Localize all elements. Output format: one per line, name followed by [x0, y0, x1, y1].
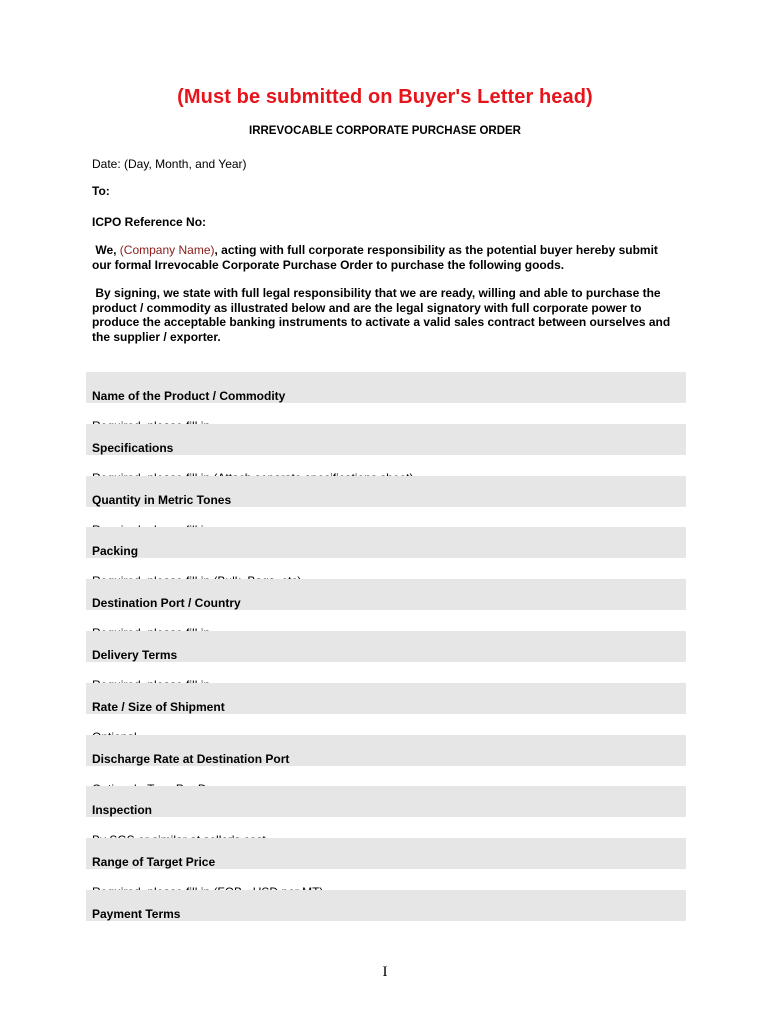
- order-detail-row: [86, 424, 686, 476]
- row-instruction-note: [92, 523, 210, 527]
- row-label: Rate / Size of Shipment: [92, 699, 225, 714]
- row-label: Destination Port / Country: [92, 596, 241, 611]
- row-label: Discharge Rate at Destination Port: [92, 751, 290, 766]
- intro-prefix: We,: [95, 243, 120, 257]
- row-instruction-note: [92, 730, 137, 734]
- date-field: Date: (Day, Month, and Year): [92, 157, 247, 171]
- company-name-placeholder: (Company Name): [119, 243, 215, 257]
- letterhead-notice-title: (Must be submitted on Buyer's Letter head): [177, 86, 593, 108]
- legal-statement-text: By signing, we state with full legal responsibility that we are ready, willing and able to purchase the product / commodity as illustrated below and are the legal signatory with full corporate power to produce the acceptable banking instruments to activate a valid sales contract between ourselves and the supplier / exporter.: [92, 286, 671, 344]
- order-detail-row: [86, 631, 686, 683]
- row-label: Payment Terms: [92, 906, 181, 921]
- row-shading: [86, 527, 686, 558]
- order-detail-row: [86, 838, 686, 890]
- row-instruction-note: [92, 782, 219, 786]
- legal-statement-paragraph: [92, 286, 672, 344]
- document-title: IRREVOCABLE CORPORATE PURCHASE ORDER: [249, 125, 521, 137]
- row-shading: [86, 424, 686, 455]
- row-instruction-note: [92, 626, 210, 630]
- order-detail-row: [86, 786, 686, 838]
- row-shading: [86, 786, 686, 817]
- row-instruction-note: [92, 419, 210, 423]
- row-label: Quantity in Metric Tones: [92, 492, 232, 507]
- order-detail-row: [86, 527, 686, 579]
- order-detail-row: [86, 579, 686, 631]
- intro-paragraph: [92, 243, 672, 272]
- row-label: Packing: [92, 544, 139, 559]
- order-detail-row: [86, 890, 686, 942]
- order-detail-row: [86, 683, 686, 735]
- order-details-table: [86, 372, 686, 942]
- row-label: Name of the Product / Commodity: [92, 389, 286, 403]
- row-instruction-note: [92, 574, 301, 578]
- row-instruction-note: [92, 833, 266, 837]
- order-detail-row: [86, 372, 686, 424]
- intro-rest: , acting with full corporate responsibility as the potential buyer hereby submit our formal Irrevocable Corporate Purchase Order to purchase the following goods.: [92, 243, 658, 272]
- order-detail-row: [86, 735, 686, 787]
- order-detail-row: [86, 476, 686, 528]
- icpo-reference-field: ICPO Reference No:: [92, 215, 207, 229]
- row-instruction-note: [92, 471, 414, 475]
- row-label: Range of Target Price: [92, 855, 216, 870]
- row-instruction-note: [92, 885, 323, 889]
- row-label: Inspection: [92, 803, 153, 818]
- page-number: I: [382, 964, 388, 980]
- to-field: To:: [92, 184, 110, 198]
- row-label: Delivery Terms: [92, 647, 178, 662]
- row-instruction-note: [92, 678, 210, 682]
- row-label: Specifications: [92, 440, 174, 455]
